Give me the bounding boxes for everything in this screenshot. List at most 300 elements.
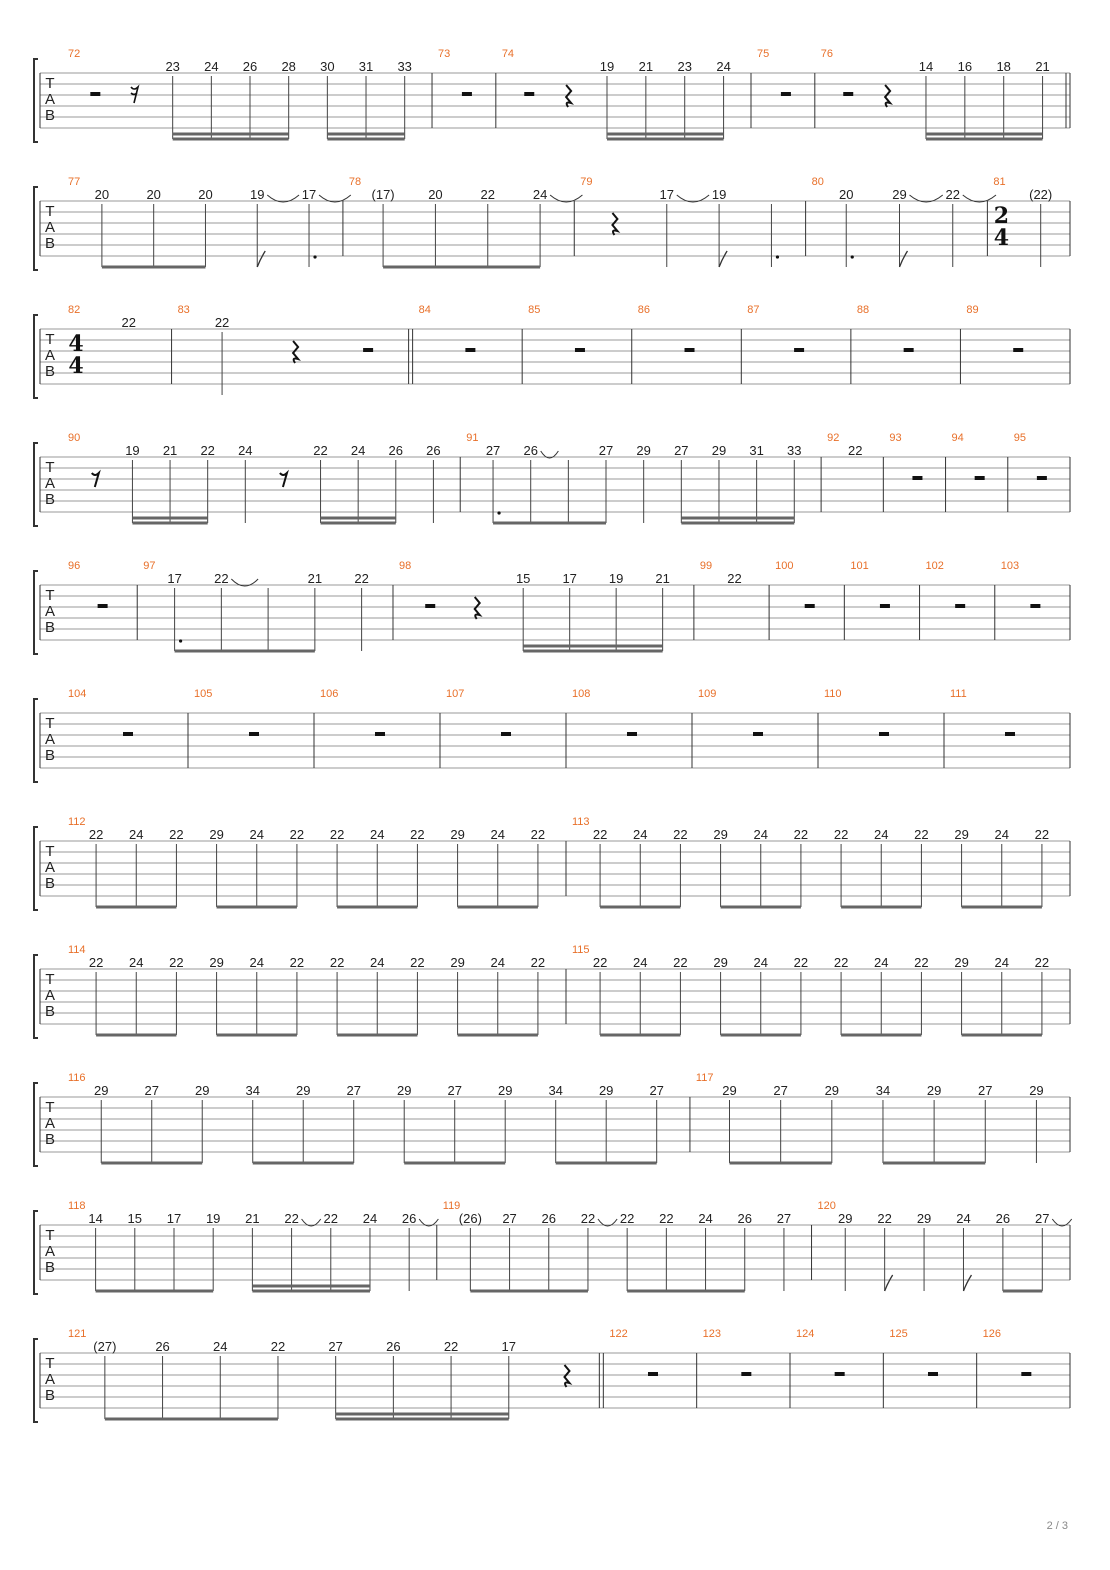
fret-number: 24 [370,827,385,842]
measure-number: 75 [757,48,770,60]
system-bracket [34,571,38,654]
tab-system [34,48,1070,142]
tab-clef-t: T [45,203,55,220]
measure [68,48,432,139]
measure-number: 105 [194,688,213,700]
tab-clef-b: B [44,235,56,252]
fret-number: 22 [1034,955,1050,970]
tab-clef-a: A [44,1243,56,1260]
half-rest [462,92,472,96]
fret-number: 29 [722,1083,737,1098]
half-rest [781,92,791,96]
time-signature-top: 2 [993,203,1010,229]
measure-number: 98 [398,560,412,572]
fret-number: (17) [371,187,395,202]
measure [443,1200,812,1291]
measure [821,48,1070,139]
fret-number: 20 [428,187,443,202]
measure [1001,560,1070,640]
fret-number: 26 [737,1211,752,1226]
fret-number: 27 [776,1211,792,1226]
fret-number: (27) [93,1339,117,1354]
measure-number: 95 [1013,432,1027,444]
measure-number: 108 [572,688,591,700]
measure [966,304,1070,384]
measure [419,304,523,384]
measure [68,304,172,384]
rhythm-dot [497,511,500,514]
fret-number: 22 [1034,827,1050,842]
half-rest [685,348,695,352]
measure [68,560,137,640]
measure [194,688,314,768]
fret-number: 17 [301,187,317,202]
measure-number: 97 [143,560,156,572]
half-rest [794,348,804,352]
fret-number: 26 [388,443,404,458]
system-bracket [34,699,38,782]
tab-system [34,176,1070,270]
fret-number: 22 [793,955,809,970]
fret-number: 34 [875,1083,891,1098]
note-flag [719,251,727,267]
fret-number: 24 [370,955,385,970]
fret-number: 24 [753,955,768,970]
measure [68,432,460,523]
half-rest [975,476,985,480]
measure [775,560,844,640]
tab-clef-t: T [45,1099,55,1116]
measure [68,1200,438,1291]
measure [747,304,851,384]
measure [812,176,996,267]
fret-number: 24 [874,827,889,842]
measure [580,176,805,267]
fret-number: 22 [619,1211,635,1226]
fret-number: 20 [146,187,161,202]
measure [528,304,632,384]
fret-number: 22 [88,827,104,842]
measure [466,432,821,523]
measure-number: 126 [982,1328,1002,1340]
tab-clef-a: A [44,603,56,620]
tab-system [34,1328,1070,1422]
half-rest [648,1372,658,1376]
measure [68,944,566,1035]
fret-number: 22 [214,315,230,330]
tab-clef-b: B [44,1131,56,1148]
fret-number: (26) [458,1211,482,1226]
fret-number: 21 [245,1211,260,1226]
measure [796,1328,883,1408]
fret-number: 22 [530,955,546,970]
fret-number: 22 [289,955,305,970]
measure-number: 76 [820,48,834,60]
quarter-rest [612,213,617,235]
tab-clef-b: B [44,491,56,508]
fret-number: 22 [592,955,608,970]
fret-number: (22) [1029,187,1053,202]
half-rest [627,732,637,736]
measure [926,560,995,640]
fret-number: 20 [198,187,213,202]
fret-number: 22 [121,315,137,330]
half-rest [98,604,108,608]
fret-number: 22 [329,955,345,970]
fret-number: 19 [608,571,624,586]
half-rest [879,732,889,736]
measure [1014,432,1070,512]
measure-number: 109 [698,688,717,700]
measure-number: 121 [68,1328,87,1340]
fret-number: 19 [125,443,140,458]
tab-clef-t: T [45,971,55,988]
time-signature-top: 4 [68,331,84,357]
system-bracket [34,1211,38,1294]
tab-clef-a: A [44,859,56,876]
measure-number: 120 [817,1200,836,1212]
fret-number: 17 [166,1211,182,1226]
fret-number: 21 [307,571,323,586]
half-rest [1005,732,1015,736]
fret-number: 22 [323,1211,339,1226]
fret-number: 24 [994,955,1009,970]
half-rest [880,604,890,608]
system-bracket [34,315,38,398]
half-rest [1021,1372,1031,1376]
measure [818,1200,1072,1291]
fret-number: 24 [249,955,264,970]
measure [983,1328,1070,1408]
fret-number: 29 [636,443,651,458]
measure [703,1328,790,1408]
measure-number: 118 [68,1200,86,1212]
fret-number: 24 [956,1211,971,1226]
fret-number: 27 [674,443,689,458]
fret-number: 29 [824,1083,840,1098]
system-bracket [34,59,38,142]
quarter-rest [293,341,298,363]
tab-clef-b: B [44,107,56,124]
fret-number: 24 [698,1211,713,1226]
fret-number: 29 [838,1211,853,1226]
fret-number: 20 [94,187,110,202]
fret-number: 27 [978,1083,993,1098]
time-signature-bottom: 4 [993,225,1010,251]
measure [399,560,694,651]
fret-number: 34 [548,1083,563,1098]
fret-number: 22 [914,955,929,970]
half-rest [425,604,435,608]
measure [609,1328,696,1408]
fret-number: 22 [284,1211,299,1226]
fret-number: 29 [450,827,465,842]
tab-clef-b: B [44,1259,56,1276]
measure-number: 88 [856,304,870,316]
system-bracket [34,187,38,270]
fret-number: 24 [362,1211,378,1226]
fret-number: 17 [167,571,182,586]
measure [178,304,413,395]
fret-number: 27 [1035,1211,1050,1226]
measure-number: 79 [580,176,593,188]
half-rest [955,604,965,608]
fret-number: 20 [839,187,854,202]
measure-number: 101 [850,560,869,572]
tab-system [34,432,1070,526]
half-rest [501,732,511,736]
tab-clef-b: B [44,1387,56,1404]
tab-clef-t: T [45,715,55,732]
rhythm-dot [851,255,854,258]
measure [824,688,944,768]
measure [502,48,751,139]
tab-clef-t: T [45,587,55,604]
fret-number: 29 [195,1083,210,1098]
measure-number: 106 [320,688,339,700]
quarter-rest [475,597,480,619]
fret-number: 27 [144,1083,159,1098]
rhythm-dot [179,639,182,642]
measure [827,432,883,512]
measure [68,1072,690,1163]
measure [638,304,742,384]
measure [850,560,919,640]
measure [757,48,815,128]
measure-number: 85 [528,304,541,316]
fret-number: 29 [711,443,727,458]
fret-number: 15 [127,1211,143,1226]
tab-clef-b: B [44,1003,56,1020]
measure-number: 91 [466,432,479,444]
measure-number: 82 [68,304,81,316]
system-bracket [34,827,38,910]
quarter-rest [566,85,571,107]
fret-number: 22 [169,955,184,970]
fret-number: 29 [209,827,224,842]
measure [993,176,1070,267]
quarter-rest [564,1365,569,1387]
fret-number: 29 [450,955,465,970]
fret-number: 27 [485,443,501,458]
fret-number: 26 [155,1339,170,1354]
fret-number: 31 [749,443,764,458]
system-bracket [34,1339,38,1422]
measure-number: 115 [572,944,590,956]
half-rest [1037,476,1047,480]
fret-number: 29 [396,1083,412,1098]
measure-number: 112 [68,816,86,828]
fret-number: 22 [313,443,328,458]
tab-clef-b: B [44,619,56,636]
fret-number: 22 [289,827,305,842]
fret-number: 24 [874,955,889,970]
half-rest [741,1372,751,1376]
measure [698,688,818,768]
fret-number: 24 [633,827,648,842]
measure [700,560,769,640]
tab-clef-b: B [44,875,56,892]
fret-number: 22 [793,827,809,842]
measure [349,176,583,267]
fret-number: 26 [523,443,538,458]
half-rest [843,92,853,96]
fret-number: 22 [833,955,849,970]
fret-number: 22 [443,1339,459,1354]
fret-number: 22 [945,187,960,202]
tab-system [34,816,1070,910]
tab-clef-t: T [45,843,55,860]
measure [438,48,496,128]
fret-number: 21 [638,59,654,74]
measure-number: 86 [637,304,650,316]
measure [68,688,188,768]
measure [320,688,440,768]
eighth-rest [280,473,287,487]
measure [572,944,1070,1035]
measure [696,1072,1070,1163]
fret-number: 22 [169,827,184,842]
fret-number: 22 [410,827,425,842]
fret-number: 14 [918,59,934,74]
measure-number: 117 [695,1072,714,1084]
measure [572,688,692,768]
fret-number: 27 [773,1083,788,1098]
fret-number: 33 [397,59,412,74]
fret-number: 24 [350,443,366,458]
fret-number: 22 [354,571,369,586]
measure-number: 72 [68,48,81,60]
measure-number: 107 [446,688,465,700]
measure [572,816,1070,907]
measure-number: 84 [418,304,431,316]
fret-number: 22 [727,571,742,586]
fret-number: 24 [249,827,264,842]
fret-number: 22 [480,187,495,202]
tab-system [34,560,1070,654]
fret-number: 24 [129,955,144,970]
fret-number: 22 [877,1211,892,1226]
fret-number: 22 [214,571,229,586]
fret-number: 29 [497,1083,513,1098]
tab-clef-a: A [44,347,56,364]
system-bracket [34,443,38,526]
measure-number: 77 [68,176,81,188]
measure-number: 122 [609,1328,628,1340]
measure [446,688,566,768]
tab-clef-a: A [44,91,56,108]
fret-number: 19 [250,187,265,202]
half-rest [835,1372,845,1376]
measure-number: 110 [824,688,842,700]
fret-number: 26 [242,59,258,74]
half-rest [90,92,100,96]
fret-number: 16 [957,59,973,74]
measure [950,688,1070,768]
fret-number: 17 [501,1339,517,1354]
tab-system [34,688,1070,782]
measure-number: 125 [889,1328,908,1340]
measure-number: 87 [747,304,760,316]
fret-number: 24 [204,59,219,74]
fret-number: 29 [94,1083,109,1098]
fret-number: 24 [490,955,505,970]
tab-clef-t: T [45,459,55,476]
fret-number: 22 [270,1339,286,1354]
fret-number: 15 [515,571,531,586]
tab-clef-b: B [44,363,56,380]
fret-number: 29 [713,955,728,970]
measure [857,304,961,384]
note-flag [899,251,907,267]
fret-number: 29 [209,955,224,970]
measure [68,1328,603,1419]
measure [68,176,351,267]
fret-number: 27 [328,1339,343,1354]
fret-number: 24 [716,59,731,74]
rhythm-dot [313,255,316,258]
measure-number: 124 [796,1328,815,1340]
fret-number: 30 [320,59,335,74]
half-rest [912,476,922,480]
note-flag [257,251,265,267]
fret-number: 24 [490,827,505,842]
fret-number: 18 [996,59,1011,74]
measure-number: 103 [1000,560,1020,572]
half-rest [524,92,534,96]
fret-number: 24 [238,443,253,458]
measure-number: 111 [950,688,967,700]
system-bracket [34,955,38,1038]
tab-system [34,944,1070,1038]
measure-number: 80 [811,176,824,188]
fret-number: 19 [711,187,727,202]
tab-clef-t: T [45,331,55,348]
measure-number: 73 [438,48,451,60]
tab-clef-a: A [44,219,56,236]
fret-number: 29 [916,1211,932,1226]
fret-number: 21 [655,571,670,586]
measure [952,432,1008,512]
half-rest [904,348,914,352]
fret-number: 29 [954,955,969,970]
measure-number: 89 [966,304,979,316]
measure-number: 90 [68,432,81,444]
measure-number: 81 [993,176,1006,188]
rhythm-dot [776,255,779,258]
fret-number: 22 [530,827,546,842]
fret-number: 29 [598,1083,614,1098]
half-rest [363,348,373,352]
fret-number: 27 [649,1083,664,1098]
measure-number: 116 [68,1072,86,1084]
tab-clef-b: B [44,747,56,764]
fret-number: 27 [502,1211,517,1226]
fret-number: 29 [892,187,907,202]
fret-number: 22 [659,1211,674,1226]
fret-number: 27 [346,1083,361,1098]
half-rest [375,732,385,736]
fret-number: 29 [713,827,728,842]
fret-number: 28 [281,59,296,74]
measure-number: 119 [442,1200,461,1212]
fret-number: 29 [1029,1083,1044,1098]
fret-number: 22 [847,443,863,458]
fret-number: 17 [562,571,577,586]
measure-number: 99 [699,560,713,572]
measure-number: 94 [951,432,964,444]
fret-number: 24 [633,955,648,970]
